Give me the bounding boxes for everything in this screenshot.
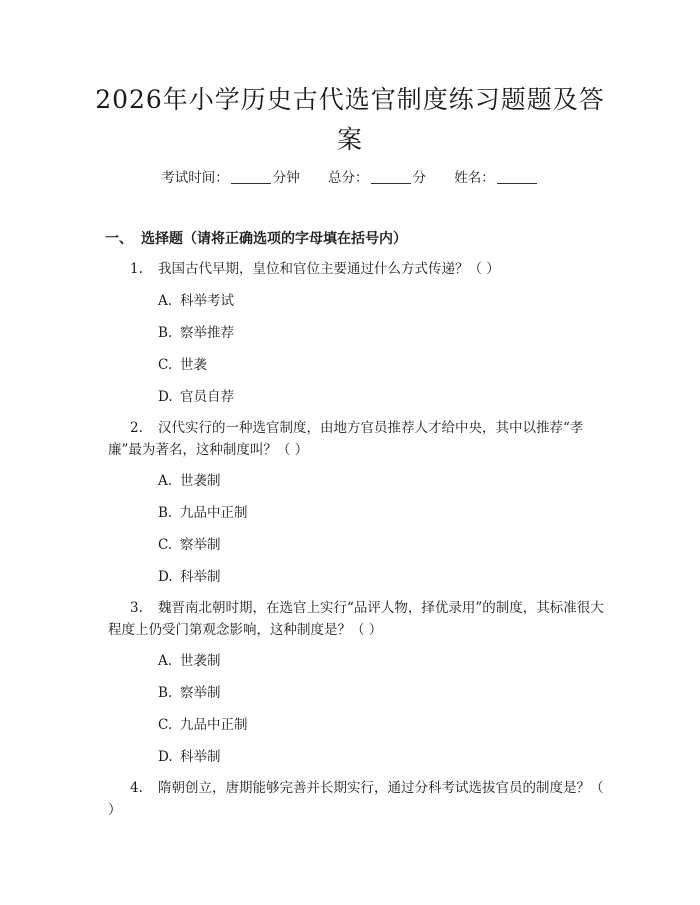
option-letter: C. <box>158 537 173 553</box>
option-text: 官员自荐 <box>180 389 234 405</box>
option-text: 察举制 <box>180 537 221 553</box>
option-3b[interactable] <box>158 683 221 703</box>
option-letter: D. <box>158 749 173 765</box>
option-text: 世袭制 <box>180 653 221 669</box>
question-text: 魏晋南北朝时期，在选官上实行“品评人物，择优录用”的制度，其标准很大程度上仍受门第观念影响，这种制度是？（ ） <box>108 600 604 638</box>
option-letter: C. <box>158 357 173 373</box>
option-letter: A. <box>158 653 173 669</box>
question-2 <box>108 417 608 461</box>
name-blank[interactable] <box>497 169 537 184</box>
section-number: 一、 <box>105 231 133 247</box>
question-text: 汉代实行的一种选官制度，由地方官员推荐人才给中央，其中以推荐“孝廉”最为著名，这种制度叫？（ ） <box>108 420 584 458</box>
question-1 <box>108 258 608 280</box>
option-letter: D. <box>158 389 173 405</box>
page-title: 2026年小学历史古代选官制度练习题题及答案 <box>95 85 605 154</box>
total-score-blank[interactable] <box>371 169 411 184</box>
question-number: 1. <box>130 261 143 277</box>
option-1c[interactable] <box>158 355 207 375</box>
option-letter: C. <box>158 717 173 733</box>
option-text: 世袭制 <box>180 473 221 489</box>
exam-time-field <box>161 168 300 188</box>
option-text: 科举制 <box>180 569 221 585</box>
option-text: 科举制 <box>180 749 221 765</box>
question-number: 2. <box>130 420 143 436</box>
option-3d[interactable] <box>158 747 221 767</box>
option-3a[interactable] <box>158 651 221 671</box>
option-3c[interactable] <box>158 715 248 735</box>
option-letter: A. <box>158 473 173 489</box>
exam-time-blank[interactable] <box>231 169 271 184</box>
section-heading <box>105 229 407 249</box>
exam-time-unit: 分钟 <box>272 170 300 186</box>
option-text: 察举推荐 <box>180 325 234 341</box>
option-1a[interactable] <box>158 291 234 311</box>
total-score-field <box>328 168 426 188</box>
option-letter: B. <box>158 685 173 701</box>
option-1b[interactable] <box>158 323 234 343</box>
section-title: 选择题（请将正确选项的字母填在括号内） <box>141 231 407 247</box>
name-field <box>454 168 539 188</box>
question-number: 4. <box>130 780 143 796</box>
option-2b[interactable] <box>158 503 248 523</box>
option-letter: B. <box>158 325 173 341</box>
option-text: 九品中正制 <box>180 717 248 733</box>
question-text: 隋朝创立，唐期能够完善并长期实行，通过分科考试选拔官员的制度是？（ ） <box>108 780 604 818</box>
option-text: 九品中正制 <box>180 505 248 521</box>
option-1d[interactable] <box>158 387 234 407</box>
total-score-unit: 分 <box>412 170 426 186</box>
question-number: 3. <box>130 600 143 616</box>
option-text: 科举考试 <box>180 293 234 309</box>
option-2a[interactable] <box>158 471 221 491</box>
option-2d[interactable] <box>158 567 221 587</box>
exam-time-label: 考试时间： <box>161 170 229 186</box>
question-text: 我国古代早期，皇位和官位主要通过什么方式传递？（ ） <box>158 261 500 277</box>
name-label: 姓名： <box>454 170 495 186</box>
option-text: 察举制 <box>180 685 221 701</box>
option-text: 世袭 <box>180 357 207 373</box>
option-2c[interactable] <box>158 535 221 555</box>
option-letter: A. <box>158 293 173 309</box>
total-score-label: 总分： <box>328 170 369 186</box>
exam-meta <box>0 168 700 188</box>
option-letter: B. <box>158 505 173 521</box>
option-letter: D. <box>158 569 173 585</box>
question-4 <box>108 777 608 821</box>
question-3 <box>108 597 608 641</box>
